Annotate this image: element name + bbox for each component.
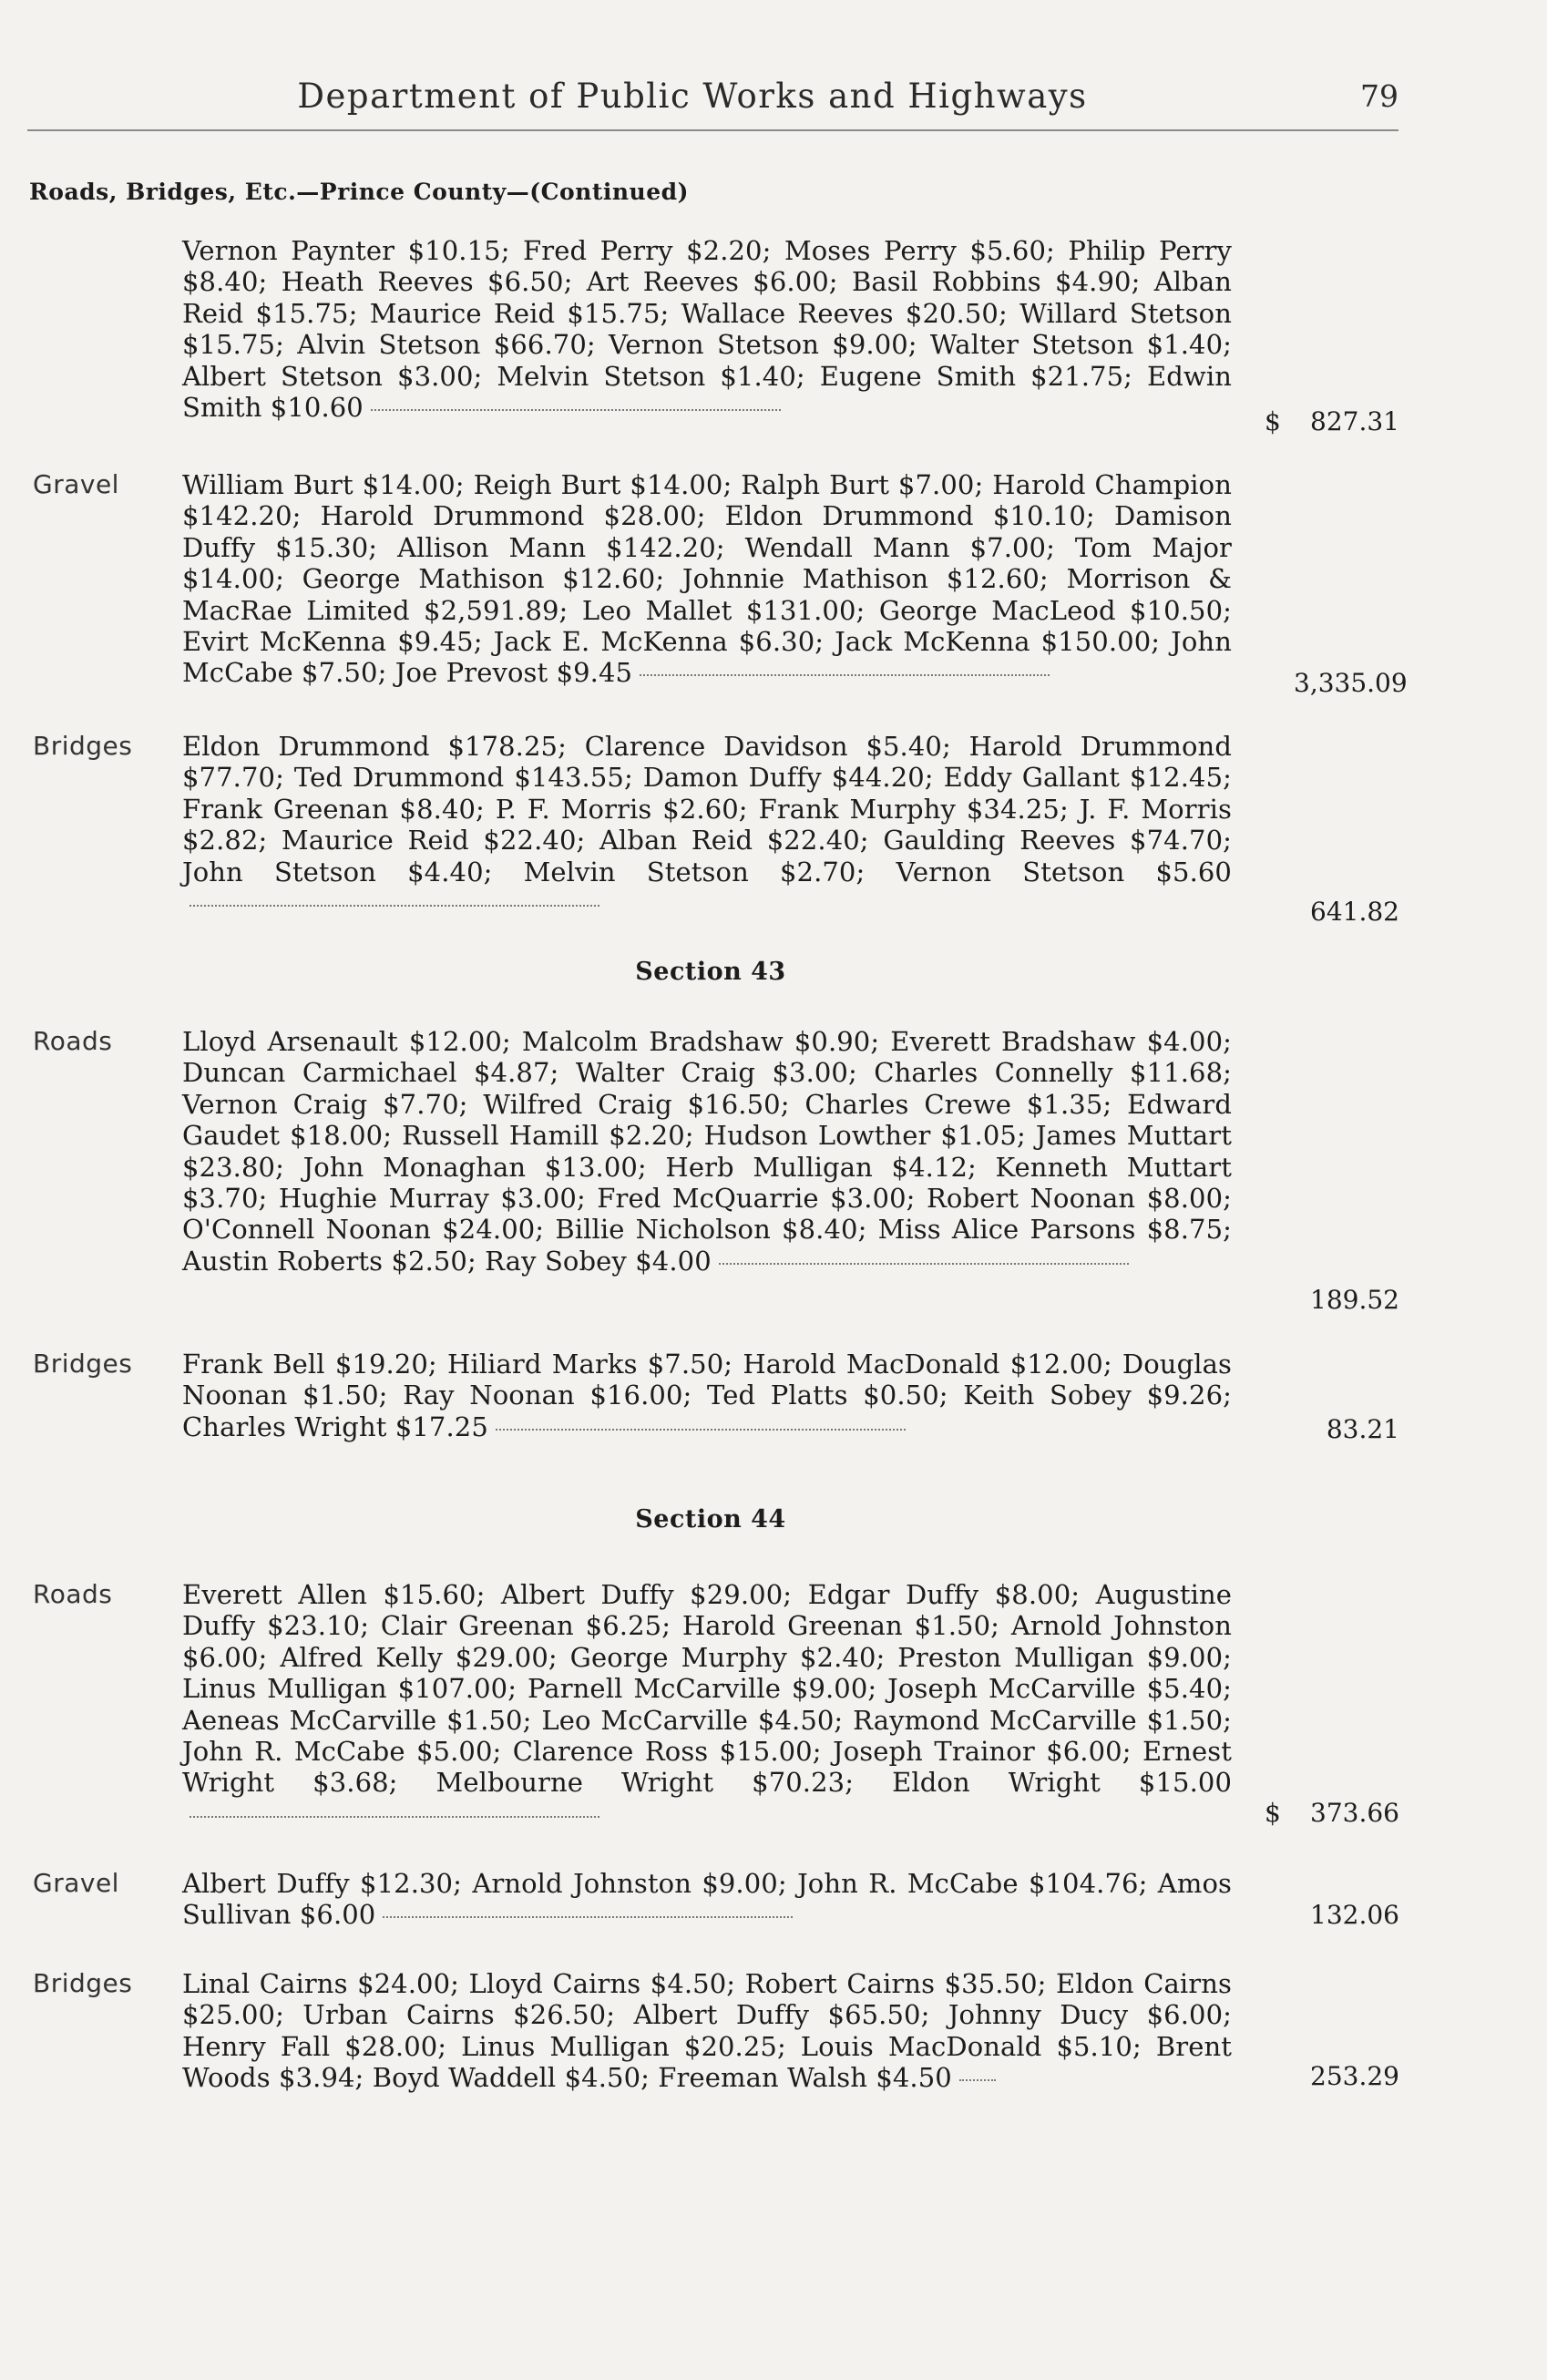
entry-amount: 827.31 [1310, 406, 1399, 436]
entry-text: Vernon Paynter $10.15; Fred Perry $2.20; Moses Perry $5.60; Philip Perry $8.40; Heath Reeves $6.50; Art Reeves $6.00; Basil Robbins $4.90; Alban Reid $15.75; Maurice Reid $15.75; Wallace Reeves $20.50; Willard Stetson $15.75; Alvin Stetson $66.70; Vernon Stetson $9.00; Walter Stetson $1.40; Albert Stetson $3.00; Melvin Stetson $1.40; Eugene Smith $21.75; Edwin Smith $10.60 [182, 235, 1232, 424]
entry-currency: $ [1265, 1798, 1281, 1828]
page-header [27, 75, 1398, 131]
entry-text: Albert Duffy $12.30; Arnold Johnston $9.00; John R. McCabe $104.76; Amos Sullivan $6.00 [182, 1868, 1232, 1931]
entry-text: Everett Allen $15.60; Albert Duffy $29.00; Edgar Duffy $8.00; Augustine Duffy $23.10; Clair Greenan $6.25; Harold Greenan $1.50; Arnold Johnston $6.00; Alfred Kelly $29.00; George Murphy $2.40; Preston Mulligan $9.00; Linus Mulligan $107.00; Parnell McCarville $9.00; Joseph McCarville $5.40; Aeneas McCarville $1.50; Leo McCarville $4.50; Raymond McCarville $1.50; John R. McCabe $5.00; Clarence Ross $15.00; Joseph Trainor $6.00; Ernest Wright $3.68; Melbourne Wright $70.23; Eldon Wright $15.00 [182, 1579, 1232, 1830]
dot-leader [719, 1262, 1129, 1265]
entry-text: Lloyd Arsenault $12.00; Malcolm Bradshaw $0.90; Everett Bradshaw $4.00; Duncan Carmichael $4.87; Walter Craig $3.00; Charles Connelly $11.68; Vernon Craig $7.70; Wilfred Craig $16.50; Charles Crewe $1.35; Edward Gaudet $18.00; Russell Hamill $2.20; Hudson Lowther $1.05; James Muttart $23.80; John Monaghan $13.00; Herb Mulligan $4.12; Kenneth Muttart $3.70; Hughie Murray $3.00; Fred McQuarrie $3.00; Robert Noonan $8.00; O'Connell Noonan $24.00; Billie Nicholson $8.40; Miss Alice Parsons $8.75; Austin Roberts $2.50; Ray Sobey $4.00 [182, 1026, 1232, 1277]
dot-leader [371, 408, 781, 411]
running-head: Roads, Bridges, Etc.—Prince County—(Continued) [29, 179, 689, 205]
dot-leader [959, 2078, 996, 2081]
header-title: Department of Public Works and Highways [297, 77, 1088, 116]
entry-text: Linal Cairns $24.00; Lloyd Cairns $4.50; Robert Cairns $35.50; Eldon Cairns $25.00; Urban Cairns $26.50; Albert Duffy $65.50; Johnny Ducy $6.00; Henry Fall $28.00; Linus Mulligan $20.25; Louis MacDonald $5.10; Brent Woods $3.94; Boyd Waddell $4.50; Freeman Walsh $4.50 [182, 1968, 1232, 2094]
page-number: 79 [1360, 78, 1398, 114]
entry-label: Bridges [33, 1968, 133, 1998]
entry-text: Eldon Drummond $178.25; Clarence Davidson $5.40; Harold Drummond $77.70; Ted Drummond $143.55; Damon Duffy $44.20; Eddy Gallant $12.45; Frank Greenan $8.40; P. F. Morris $2.60; Frank Murphy $34.25; J. F. Morris $2.82; Maurice Reid $22.40; Alban Reid $22.40; Gaulding Reeves $74.70; John Stetson $4.40; Melvin Stetson $2.70; Vernon Stetson $5.60 [182, 731, 1232, 918]
section-heading: Section 43 [635, 958, 786, 986]
entry-amount: 373.66 [1310, 1798, 1399, 1828]
dot-leader [383, 1915, 793, 1918]
entry-amount: 132.06 [1310, 1900, 1399, 1930]
entry-text: William Burt $14.00; Reigh Burt $14.00; Ralph Burt $7.00; Harold Champion $142.20; Harold Drummond $28.00; Eldon Drummond $10.10; Damison Duffy $15.30; Allison Mann $142.20; Wendall Mann $7.00; Tom Major $14.00; George Mathison $12.60; Johnnie Mathison $12.60; Morrison & MacRae Limited $2,591.89; Leo Mallet $131.00; George MacLeod $10.50; Evirt McKenna $9.45; Jack E. McKenna $6.30; Jack McKenna $150.00; John McCabe $7.50; Joe Prevost $9.45 [182, 469, 1232, 689]
entry-amount: 641.82 [1310, 897, 1399, 927]
entry-amount: 189.52 [1310, 1285, 1399, 1315]
entry-text: Frank Bell $19.20; Hiliard Marks $7.50; Harold MacDonald $12.00; Douglas Noonan $1.50; Ray Noonan $16.00; Ted Platts $0.50; Keith Sobey $9.26; Charles Wright $17.25 [182, 1349, 1232, 1442]
entry-label: Gravel [33, 469, 119, 499]
entry-label: Bridges [33, 1349, 133, 1379]
dot-leader [190, 904, 599, 907]
entry-label: Gravel [33, 1868, 119, 1898]
dot-leader [496, 1428, 906, 1431]
dot-leader [190, 1815, 599, 1818]
entry-currency: $ [1265, 406, 1281, 436]
entry-amount: 253.29 [1310, 2061, 1399, 2091]
entry-label: Roads [33, 1579, 113, 1609]
entry-amount: 3,335.09 [1294, 668, 1408, 698]
section-heading: Section 44 [635, 1505, 786, 1534]
entry-amount: 83.21 [1326, 1414, 1399, 1444]
entry-label: Bridges [33, 731, 133, 761]
entry-label: Roads [33, 1026, 113, 1056]
dot-leader [640, 673, 1050, 676]
